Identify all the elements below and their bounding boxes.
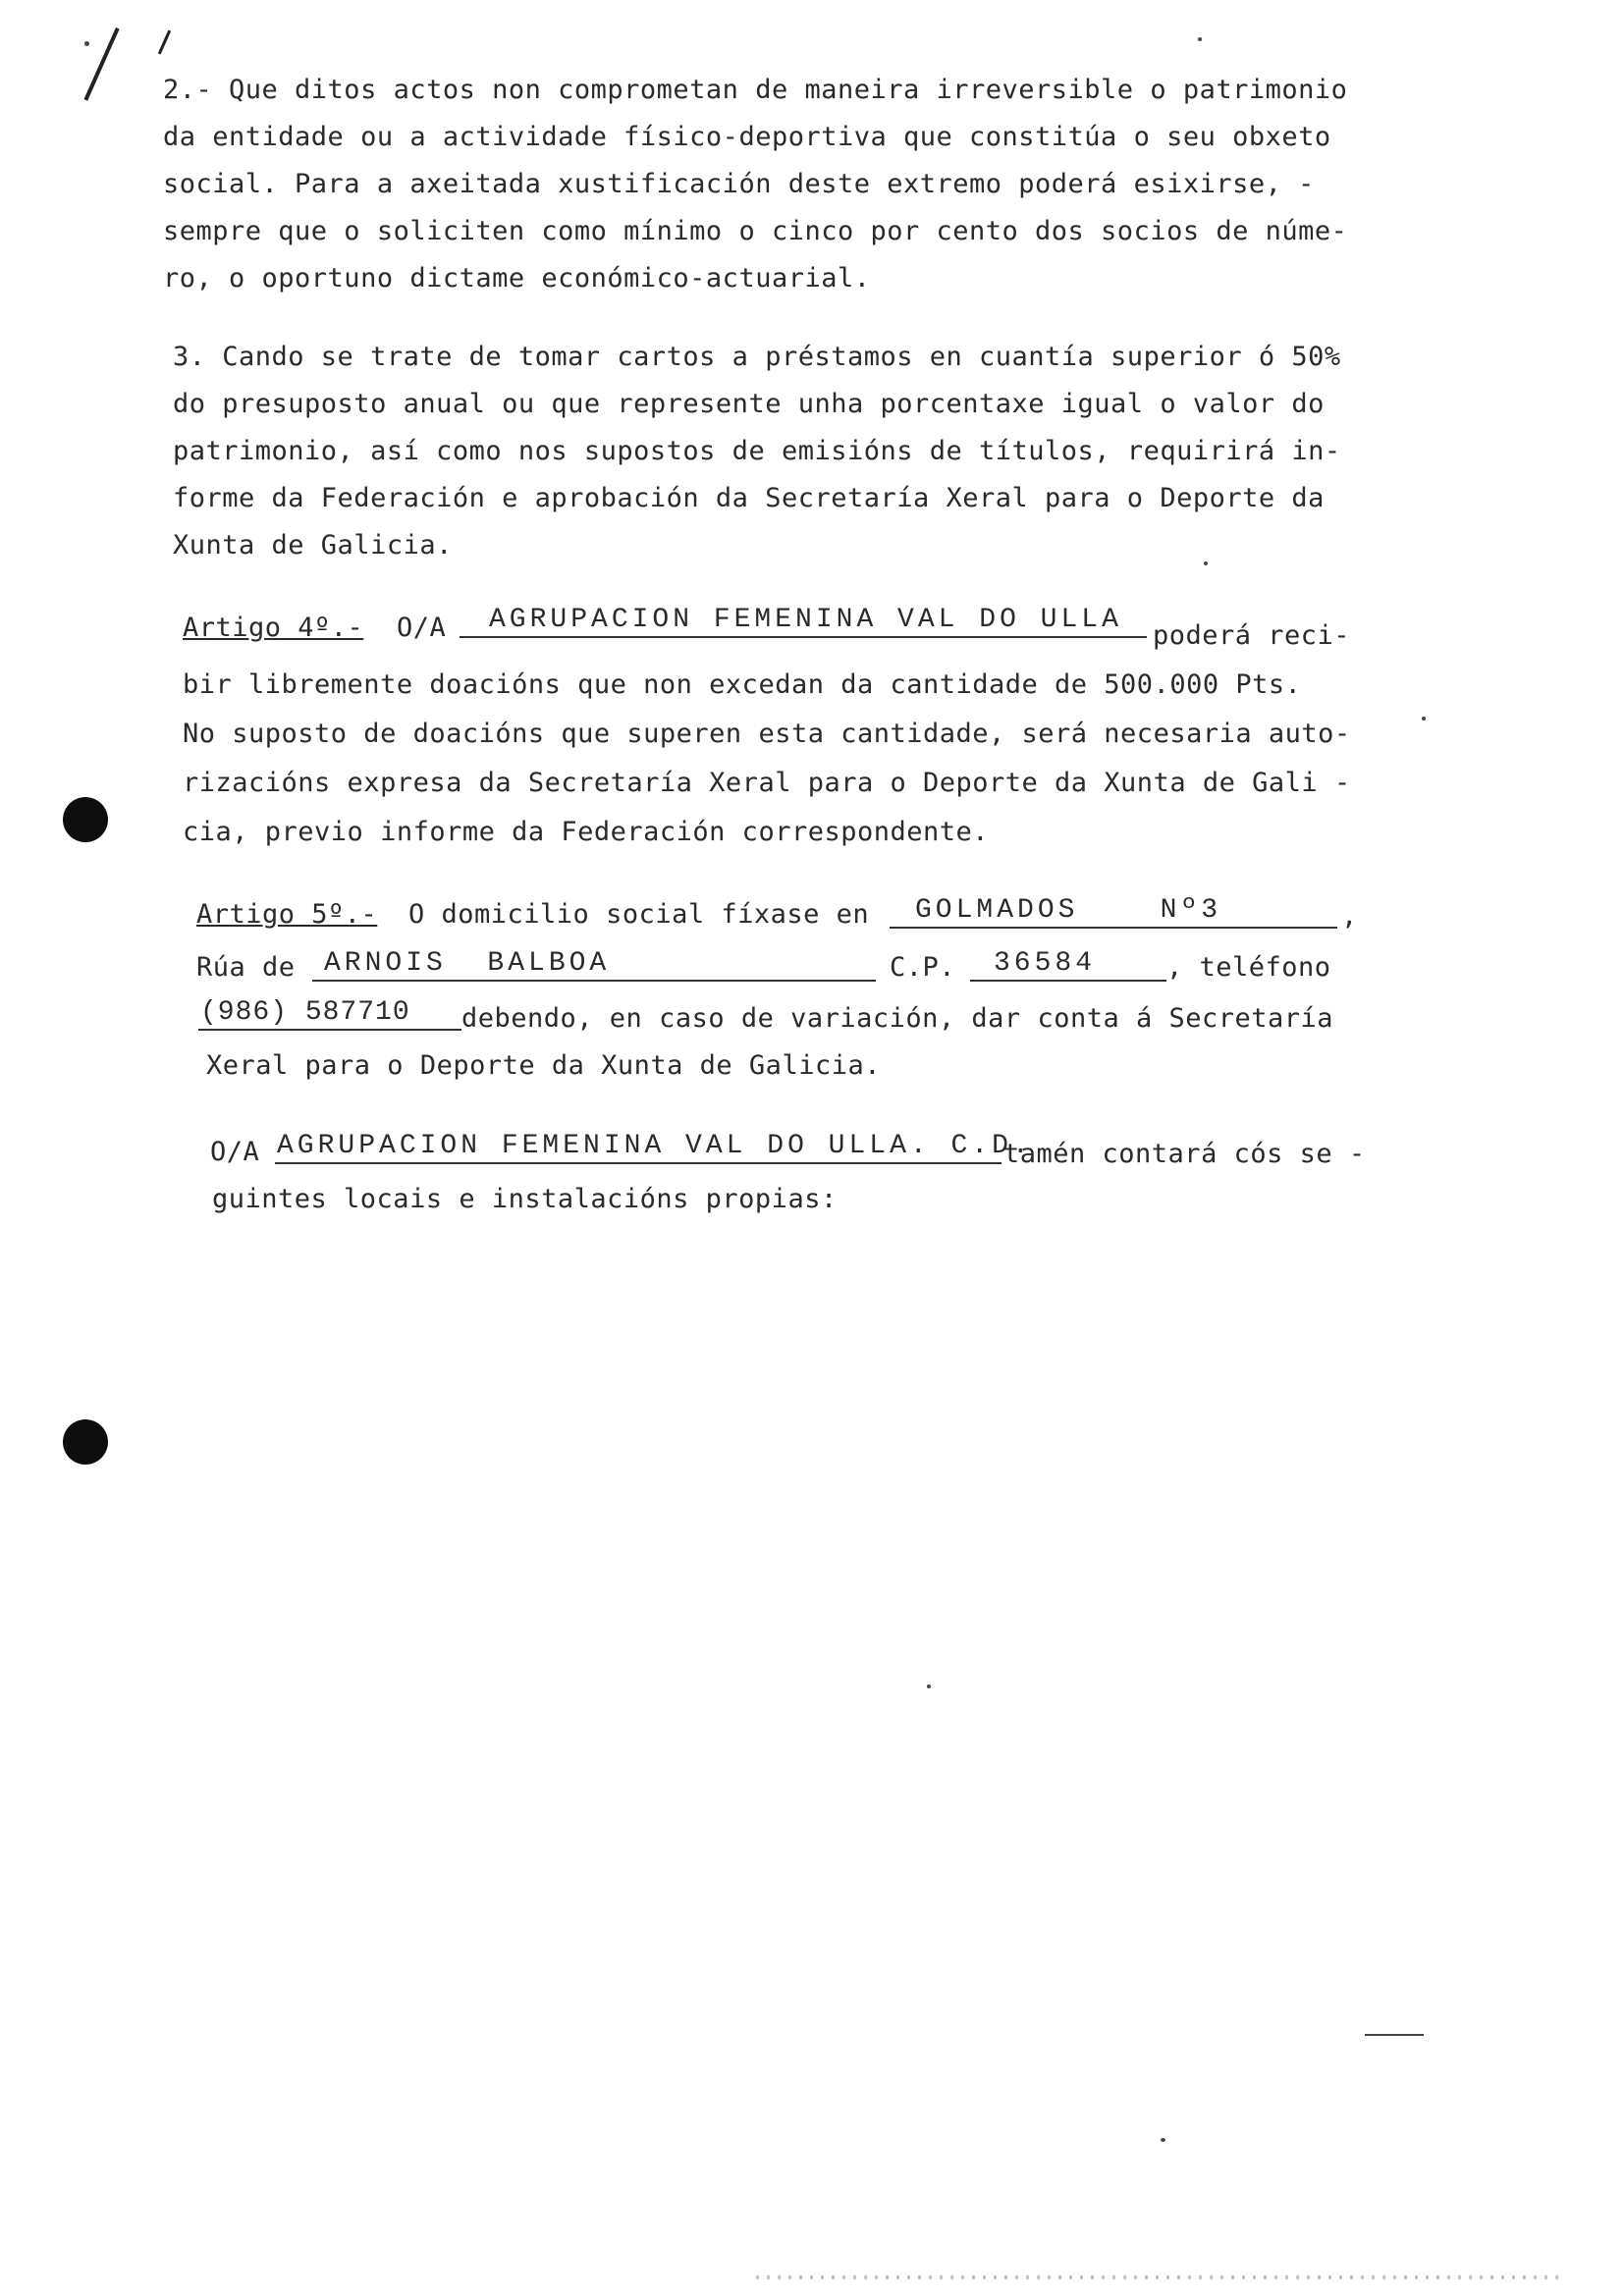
- text-line: poderá reci-: [1153, 620, 1351, 651]
- pen-mark: [83, 27, 119, 101]
- text-line: rizacións expresa da Secretaría Xeral para o Deporte da Xunta de Gali -: [183, 768, 1351, 798]
- text-line: do presuposto anual ou que represente unha porcentaxe igual o valor do: [173, 389, 1325, 419]
- text-line: patrimonio, así como nos supostos de emisións de títulos, requirirá in-: [173, 436, 1341, 466]
- text-line: 3. Cando se trate de tomar cartos a préstamos en cuantía superior ó 50%: [173, 342, 1341, 372]
- text-line: No suposto de doacións que superen esta cantidade, será necesaria auto-: [183, 719, 1351, 749]
- cp-label: C.P.: [890, 952, 956, 983]
- text-line: tamén contará cós se -: [1003, 1139, 1366, 1169]
- text-line: 2.- Que ditos actos non comprometan de maneira irreversible o patrimonio: [163, 75, 1348, 105]
- text-line: Xunta de Galicia.: [173, 530, 453, 561]
- text-line: sempre que o soliciten como mínimo o cinco por cento dos socios de núme-: [163, 216, 1348, 246]
- scan-speck: [1204, 561, 1208, 565]
- text-line: debendo, en caso de variación, dar conta á Secretaría: [461, 1003, 1334, 1034]
- telefono-field: (986) 587710: [198, 997, 461, 1031]
- text-prefix: O/A: [210, 1137, 260, 1167]
- scan-speck: [84, 41, 89, 46]
- text-line: cia, previo informe da Federación correspondente.: [183, 817, 990, 847]
- text-line: O domicilio social fíxase en: [408, 899, 870, 930]
- scan-speck: [1422, 717, 1426, 721]
- article-heading: Artigo 5º.-: [196, 899, 378, 930]
- scan-speck: [1198, 37, 1202, 41]
- text-line: forme da Federación e aprobación da Secretaría Xeral para o Deporte da: [173, 483, 1325, 513]
- entity-name-field: AGRUPACION FEMENINA VAL DO ULLA: [460, 605, 1147, 638]
- rua-field: ARNOIS BALBOA: [312, 948, 876, 982]
- text-line: guintes locais e instalacións propias:: [212, 1184, 838, 1214]
- text-line: Xeral para o Deporte da Xunta de Galicia.: [206, 1050, 881, 1081]
- text-line: da entidade ou a actividade físico-deportiva que constitúa o seu obxeto: [163, 122, 1331, 152]
- scan-noise: [756, 2275, 1561, 2279]
- punch-hole: [63, 1419, 108, 1465]
- domicilio-field: GOLMADOS Nº3: [890, 895, 1337, 929]
- article-heading: Artigo 4º.-: [183, 613, 364, 643]
- punch-hole: [63, 797, 108, 842]
- telefono-label: , teléfono: [1166, 952, 1331, 983]
- entity-name-field: AGRUPACION FEMENINA VAL DO ULLA. C.D.: [275, 1131, 1001, 1164]
- scan-speck: [1161, 2138, 1165, 2142]
- scan-speck: [927, 1684, 931, 1688]
- text-line: ro, o oportuno dictame económico-actuarial.: [163, 263, 871, 294]
- text-line: bir libremente doacións que non excedan da cantidade de 500.000 Pts.: [183, 669, 1302, 700]
- pen-mark: [158, 30, 171, 55]
- text-prefix: O/A: [397, 613, 447, 643]
- rua-label: Rúa de: [196, 952, 296, 983]
- text-line: ,: [1341, 901, 1358, 932]
- cp-field: 36584: [970, 948, 1166, 982]
- scan-speck: [1365, 2034, 1424, 2036]
- text-line: social. Para a axeitada xustificación deste extremo poderá esixirse, -: [163, 169, 1315, 199]
